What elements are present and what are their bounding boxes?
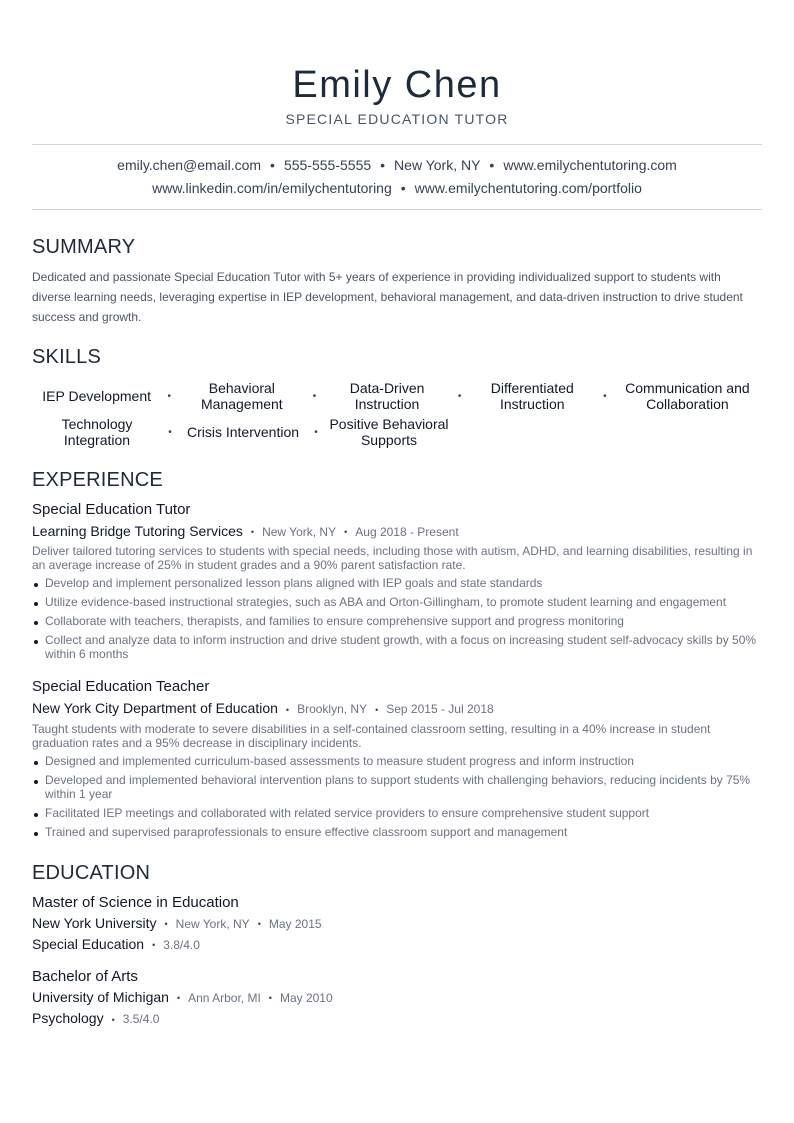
skill-item: Technology Integration (61, 416, 133, 448)
meta-separator: • (375, 704, 379, 715)
skills-heading: SKILLS (32, 346, 102, 368)
contact-portfolio[interactable]: www.emilychentutoring.com/portfolio (414, 180, 642, 196)
job-dates: Aug 2018 - Present (355, 525, 459, 539)
education-entry (32, 893, 762, 956)
meta-separator: • (285, 704, 290, 715)
edu-location: New York, NY (175, 916, 250, 931)
meta-separator: • (257, 918, 261, 929)
edu-date: May 2010 (279, 991, 333, 1006)
job-bullets (32, 576, 762, 661)
contact-separator: • (400, 180, 406, 196)
edu-school: University of Michigan (32, 989, 169, 1006)
candidate-title: SPECIAL EDUCATION TUTOR (285, 111, 509, 127)
job-bullet: Collect and analyze data to inform instruction and drive student growth, with a focus on increasing student self-advocacy skills by 50% within 6 months (32, 633, 762, 661)
contact-info (32, 144, 762, 210)
job-bullets (32, 754, 762, 839)
meta-separator: • (344, 527, 348, 538)
edu-school-line (32, 987, 762, 1008)
contact-separator: • (270, 157, 275, 173)
skill-separator: • (314, 426, 318, 438)
skill-item: Crisis Intervention (186, 424, 300, 440)
edu-gpa: 3.8/4.0 (163, 937, 200, 952)
skill-item: Positive Behavioral Supports (329, 416, 449, 448)
skill-item: Data-Driven Instruction (349, 380, 425, 412)
job-bullet: Facilitated IEP meetings and collaborated with related service providers to ensure comprehensive student support (32, 806, 762, 820)
meta-separator: • (176, 993, 181, 1004)
job-company: Learning Bridge Tutoring Services (32, 523, 243, 539)
meta-separator: • (250, 527, 255, 538)
meta-separator: • (268, 993, 272, 1004)
contact-linkedin[interactable]: www.linkedin.com/in/emilychentutoring (152, 180, 392, 196)
edu-field-line (32, 934, 762, 955)
job-bullet: Designed and implemented curriculum-based assessments to measure student progress and inform instruction (32, 754, 762, 768)
contact-website[interactable]: www.emilychentutoring.com (503, 157, 677, 173)
job-meta (32, 520, 762, 543)
education-entry (32, 967, 762, 1030)
edu-school: New York University (32, 914, 157, 931)
edu-degree: Master of Science in Education (32, 893, 239, 911)
edu-school-line (32, 913, 762, 934)
contact-separator: • (489, 157, 495, 173)
summary-heading: SUMMARY (32, 236, 136, 258)
job-entry (32, 677, 762, 838)
skills-row (32, 378, 762, 414)
skills-row (32, 414, 762, 450)
skill-item: Behavioral Management (200, 380, 283, 412)
job-description: Taught students with moderate to severe disabilities in a self-contained classroom setting, resulting in a 40% increase in student graduation rates and a 95% decrease in disciplinary incidents. (32, 721, 711, 750)
education-section (32, 861, 762, 1030)
contact-location: New York, NY (394, 157, 481, 173)
contact-line-1 (32, 154, 762, 177)
experience-heading: EXPERIENCE (32, 469, 163, 491)
job-company: New York City Department of Education (32, 700, 278, 717)
job-meta (32, 697, 762, 720)
job-description: Deliver tailored tutoring services to students with special needs, including those with autism, ADHD, and learning disabilities, resulting in an average increase of 25% in student grades and a 90% parent satisfaction rate. (32, 544, 753, 573)
job-bullet: Utilize evidence-based instructional strategies, such as ABA and Orton-Gillingham, to promote student learning and engagement (32, 595, 762, 609)
edu-field: Special Education (32, 935, 145, 952)
candidate-name: Emily Chen (292, 64, 502, 106)
job-dates: Sep 2015 - Jul 2018 (386, 702, 494, 717)
job-location: New York, NY (262, 525, 337, 539)
skills-list (32, 378, 762, 450)
job-bullet: Trained and supervised paraprofessionals to ensure effective classroom support and management (32, 825, 762, 839)
skill-separator: • (603, 390, 607, 402)
summary-text: Dedicated and passionate Special Education Tutor with 5+ years of experience in providing individualized support to students with diverse learning needs, leveraging expertise in IEP development, behavioral management, and data-driven instruction to drive student success and growth. (32, 270, 743, 324)
edu-location: Ann Arbor, MI (188, 991, 261, 1006)
job-title: Special Education Tutor (32, 501, 191, 518)
job-location: Brooklyn, NY (297, 702, 368, 717)
skill-item: Communication and Collaboration (625, 380, 750, 412)
edu-field: Psychology (32, 1010, 104, 1027)
skill-separator: • (168, 426, 172, 438)
contact-line-2 (32, 177, 762, 200)
skill-item: Differentiated Instruction (490, 380, 574, 412)
edu-gpa: 3.5/4.0 (122, 1012, 160, 1027)
meta-separator: • (111, 1014, 115, 1025)
skills-section (32, 345, 762, 450)
job-bullet: Collaborate with teachers, therapists, and families to ensure comprehensive support and progress monitoring (32, 614, 762, 628)
skill-separator: • (167, 390, 171, 402)
skill-separator: • (312, 390, 317, 402)
job-bullet: Develop and implement personalized lesson plans aligned with IEP goals and state standards (32, 576, 762, 590)
edu-date: May 2015 (268, 916, 322, 931)
contact-phone[interactable]: 555-555-5555 (283, 157, 372, 173)
skill-separator: • (457, 390, 462, 402)
summary-section (32, 235, 762, 327)
job-entry (32, 500, 762, 661)
education-heading: EDUCATION (32, 861, 151, 884)
skill-item: IEP Development (42, 388, 151, 404)
edu-field-line (32, 1008, 762, 1029)
contact-separator: • (380, 157, 386, 173)
edu-degree: Bachelor of Arts (32, 968, 138, 986)
contact-email[interactable]: emily.chen@email.com (117, 157, 262, 173)
job-title: Special Education Teacher (32, 678, 210, 696)
experience-section (32, 468, 762, 839)
meta-separator: • (164, 918, 168, 929)
meta-separator: • (152, 940, 156, 951)
resume-header (32, 0, 762, 128)
job-bullet: Developed and implemented behavioral intervention plans to support students with challenging behaviors, reducing incidents by 75% within 1 year (32, 773, 762, 801)
